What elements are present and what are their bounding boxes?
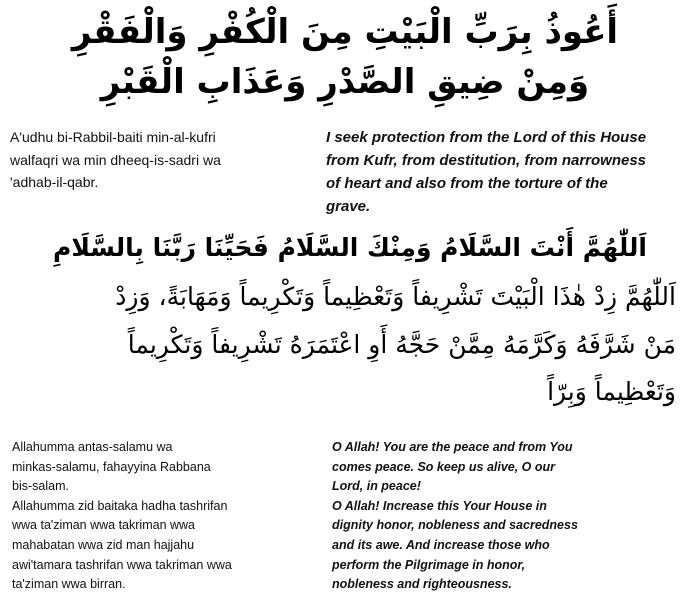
dua2-translation-line: nobleness and righteousness.	[332, 577, 512, 592]
dua2-translation-line: O Allah! Increase this Your House in	[332, 498, 547, 513]
dua2-translation-line: Lord, in peace!	[332, 479, 421, 494]
dua2-translation-line: and its awe. And increase those who	[332, 537, 550, 552]
dua2-arabic-line-3: مَنْ شَرَّفَهُ وَكَرَّمَهُ مِمَّنْ حَجَّهُ أَوِ اعْتَمَرَهُ تَشْرِيفاً وَتَكْرِيماً	[127, 330, 676, 359]
dua2-translation-line: perform the Pilgrimage in honor,	[332, 557, 526, 572]
dua1-translation-line: grave.	[326, 198, 371, 215]
dua2-translation-line: comes peace. So keep us alive, O our	[332, 459, 556, 474]
dua2-transliteration-line: wwa ta'ziman wwa takriman wwa	[12, 518, 195, 533]
dua1-arabic-line-1: أَعُوذُ بِرَبِّ الْبَيْتِ مِنَ الْكُفْرِ وَالْفَقْرِ	[71, 12, 619, 52]
dua2-transliteration	[12, 438, 322, 595]
dua2-translation-line: dignity honor, nobleness and sacredness	[332, 518, 578, 533]
dua2-transliteration-line: mahabatan wwa zid man hajjahu	[12, 537, 195, 552]
dua2-transliteration-line: ta'ziman wwa birran.	[12, 577, 126, 592]
dua2-translation	[332, 438, 677, 595]
dua1-translation-line: I seek protection from the Lord of this House	[326, 129, 647, 146]
dua1-transliteration-line: walfaqri wa min dheeq-is-sadri wa	[10, 151, 221, 168]
dua1-arabic-line-2: وَمِنْ ضِيقِ الصَّدْرِ وَعَذَابِ الْقَبْرِ	[100, 62, 590, 102]
dua2-arabic-line-4: وَتَعْظِيماً وَبِرّاً	[547, 377, 676, 406]
dua1-translation	[326, 126, 676, 218]
dua1-transliteration-line: 'adhab-il-qabr.	[10, 174, 99, 190]
dua2-arabic-line-1: اَللّٰهُمَّ أَنْتَ السَّلَامُ وَمِنْكَ السَّلَامُ فَحَيِّنَا رَبَّنَا بِالسَّلَامِ	[53, 233, 647, 262]
dua2-transliteration-line: bis-salam.	[12, 479, 69, 494]
dua2-transliteration-line: Allahumma zid baitaka hadha tashrifan	[12, 498, 228, 513]
dua1-transliteration	[10, 126, 310, 194]
dua2-transliteration-line: Allahumma antas-salamu wa	[12, 440, 173, 454]
dua1-translation-line: of heart and also from the torture of the	[326, 175, 608, 192]
dua1-translation-line: from Kufr, from destitution, from narrowness	[326, 152, 647, 169]
dua2-transliteration-line: awi'tamara tashrifan wwa takriman wwa	[12, 557, 232, 572]
dua2-translation-line: O Allah! You are the peace and from You	[332, 440, 573, 454]
dua1-transliteration-line: A'udhu bi-Rabbil-baiti min-al-kufri	[10, 129, 216, 145]
dua2-transliteration-line: minkas-salamu, fahayyina Rabbana	[12, 459, 211, 474]
dua2-arabic-line-2: اَللّٰهُمَّ زِدْ هٰذَا الْبَيْتَ تَشْرِيفاً وَتَعْظِيماً وَتَكْرِيماً وَمَهَابَةً، وَزِدْ	[115, 282, 676, 311]
